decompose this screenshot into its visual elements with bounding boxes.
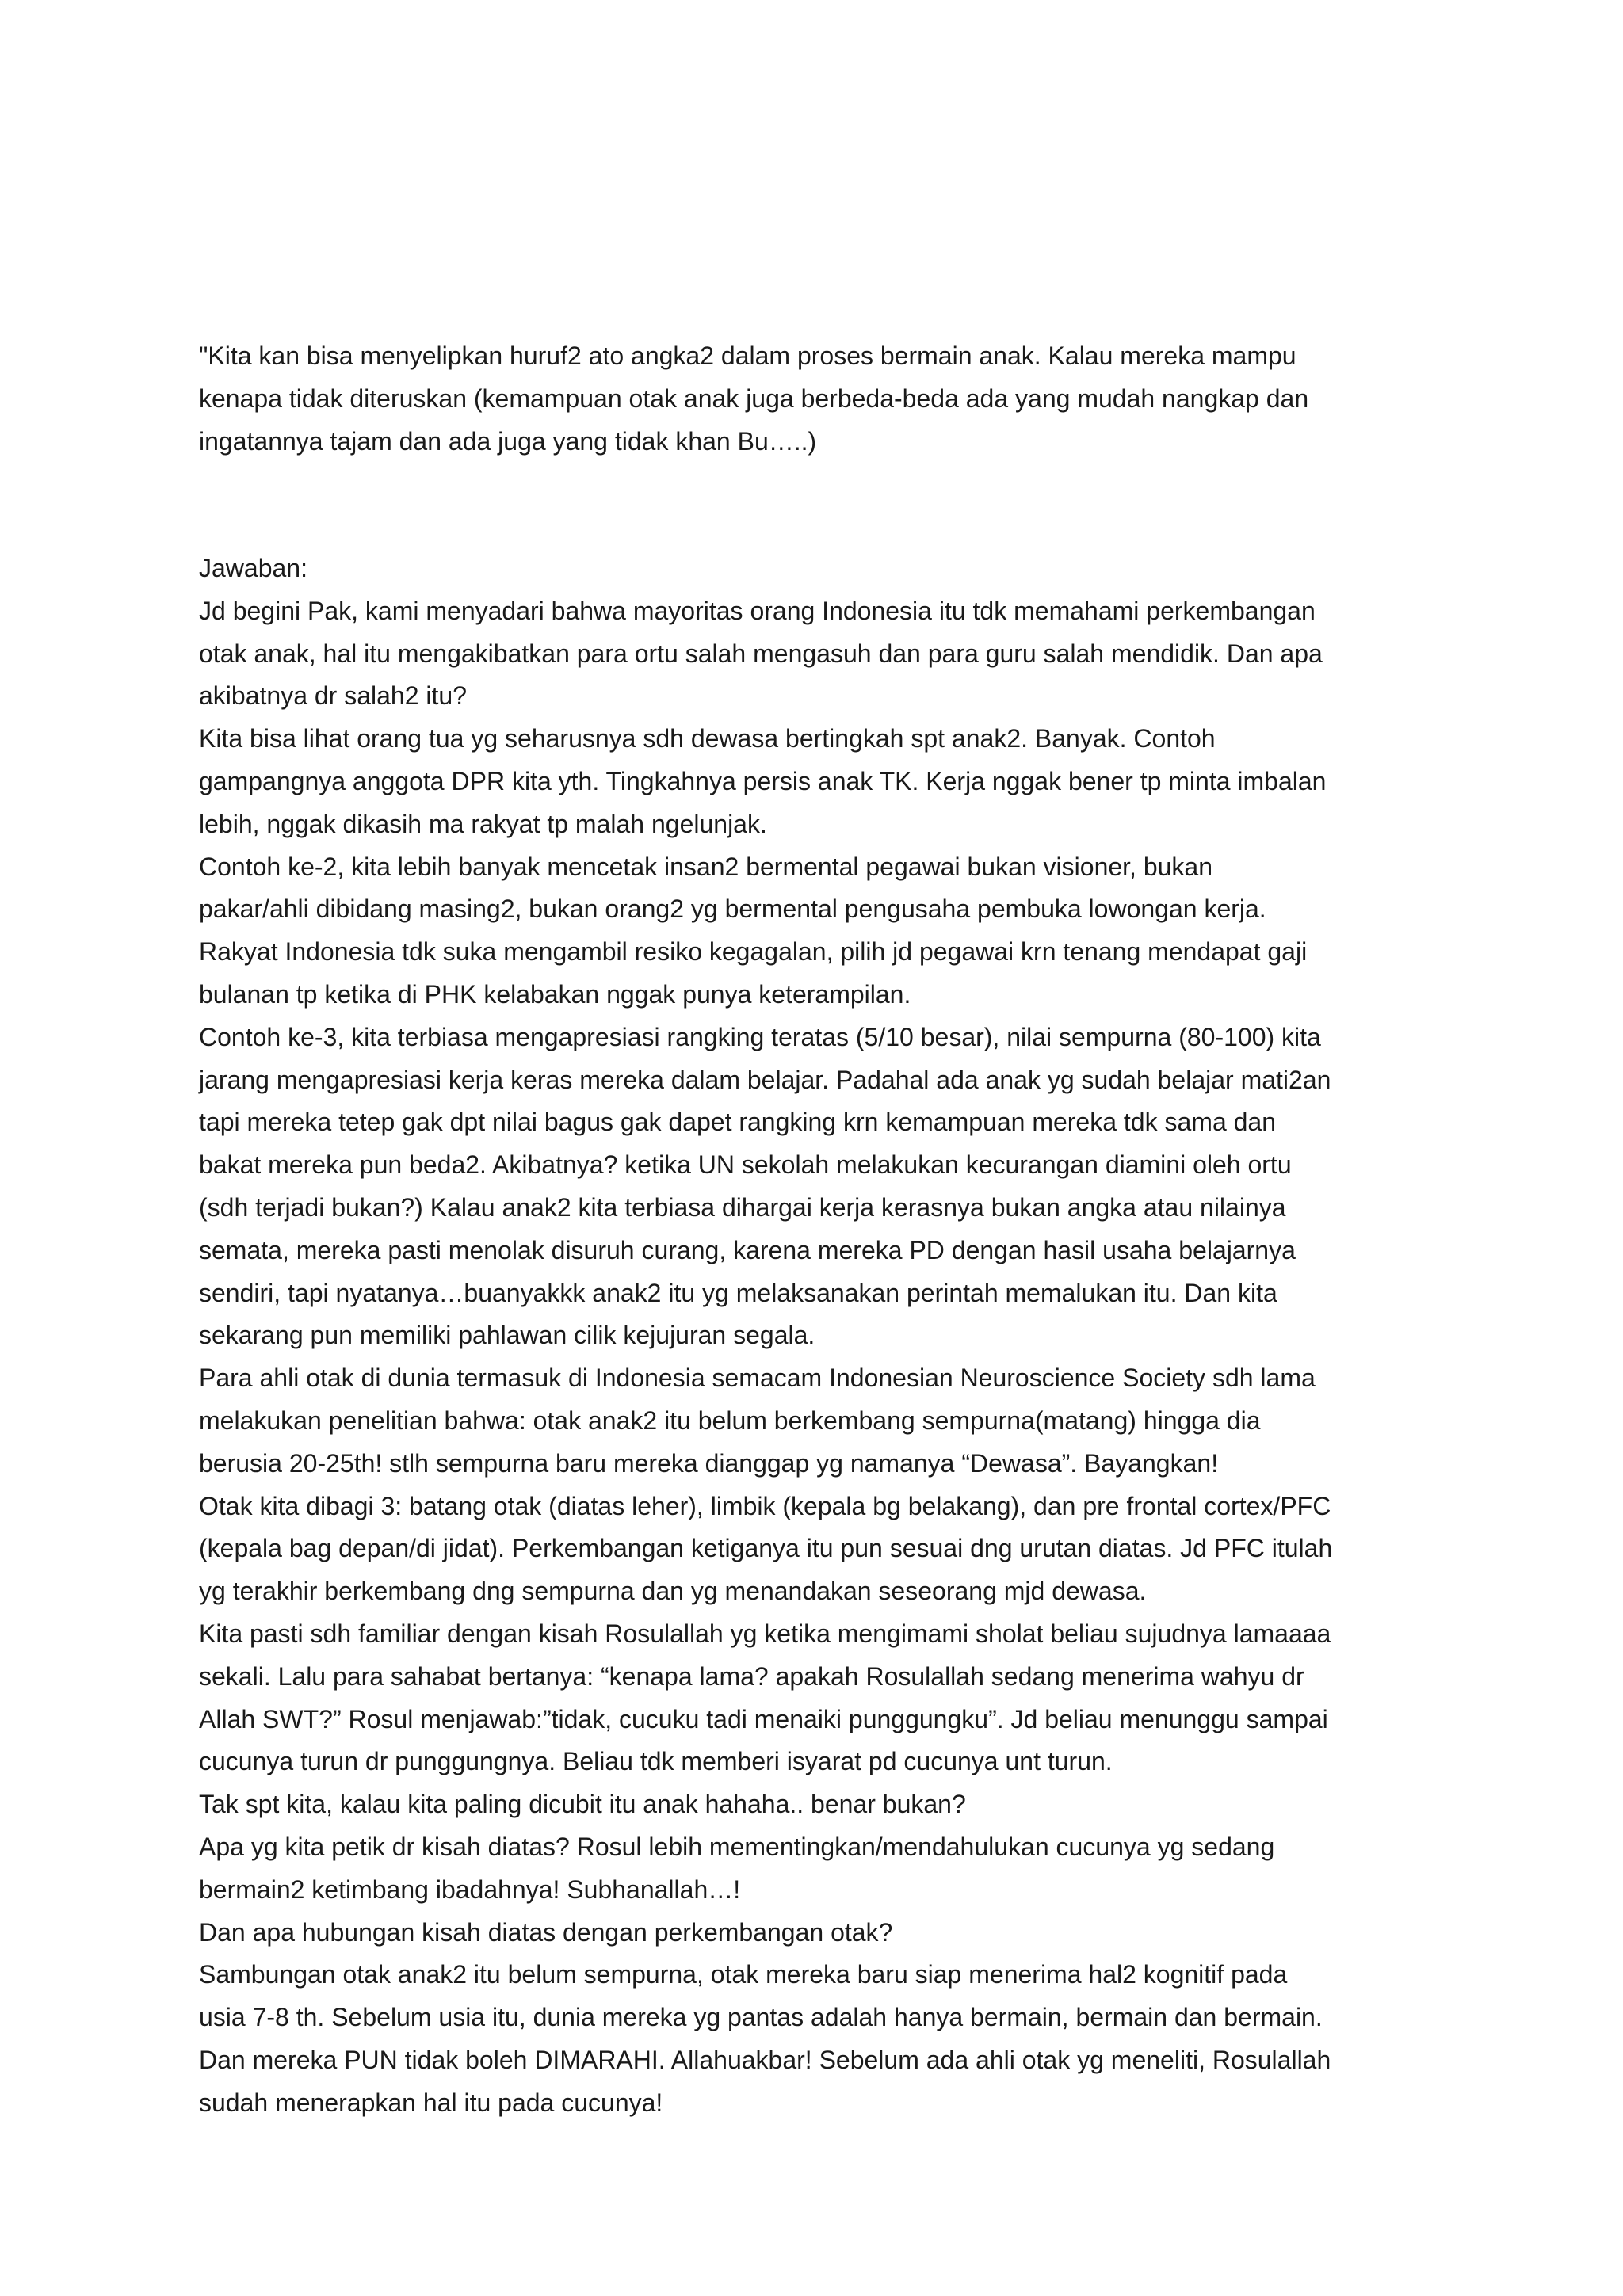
question-line: kenapa tidak diteruskan (kemampuan otak anak juga berbeda-beda ada yang mudah nangkap dan xyxy=(199,383,1309,413)
question-line: ingatannya tajam dan ada juga yang tidak khan Bu…..) xyxy=(199,426,817,456)
answer-line: melakukan penelitian bahwa: otak anak2 itu belum berkembang sempurna(matang) hingga dia xyxy=(199,1405,1261,1435)
answer-line: otak anak, hal itu mengakibatkan para ortu salah mengasuh dan para guru salah mendidik. Dan apa xyxy=(199,639,1323,668)
answer-line: semata, mereka pasti menolak disuruh curang, karena mereka PD dengan hasil usaha belajarnya xyxy=(199,1235,1296,1264)
answer-line: Dan apa hubungan kisah diatas dengan perkembangan otak? xyxy=(199,1917,893,1947)
answer-line: jarang mengapresiasi kerja keras mereka dalam belajar. Padahal ada anak yg sudah belajar mati2an xyxy=(199,1065,1331,1094)
answer-line: sendiri, tapi nyatanya…buanyakkk anak2 itu yg melaksanakan perintah memalukan itu. Dan kita xyxy=(199,1278,1277,1307)
answer-line: berusia 20-25th! stlh sempurna baru mereka dianggap yg namanya “Dewasa”. Bayangkan! xyxy=(199,1448,1219,1478)
answer-line: (kepala bag depan/di jidat). Perkembangan ketiganya itu pun sesuai dng urutan diatas. Jd PFC itulah xyxy=(199,1534,1333,1563)
answer-line: Contoh ke-2, kita lebih banyak mencetak insan2 bermental pegawai bukan visioner, bukan xyxy=(199,852,1213,881)
answer-line: pakar/ahli dibidang masing2, bukan orang2 yg bermental pengusaha pembuka lowongan kerja. xyxy=(199,894,1266,924)
answer-line: gampangnya anggota DPR kita yth. Tingkahnya persis anak TK. Kerja nggak bener tp minta imbalan xyxy=(199,766,1327,795)
question-paragraph xyxy=(199,335,1435,463)
answer-line: Jawaban: xyxy=(199,554,307,582)
answer-line: Kita pasti sdh familiar dengan kisah Rosulallah yg ketika mengimami sholat beliau sujudnya lamaaaa xyxy=(199,1619,1331,1648)
answer-line: akibatnya dr salah2 itu? xyxy=(199,681,467,711)
answer-line: Rakyat Indonesia tdk suka mengambil resiko kegagalan, pilih jd pegawai krn tenang mendapat gaji xyxy=(199,937,1308,967)
answer-line: Otak kita dibagi 3: batang otak (diatas leher), limbik (kepala bg belakang), dan pre frontal cortex/PFC xyxy=(199,1491,1331,1520)
answer-line: sekarang pun memiliki pahlawan cilik kejujuran segala. xyxy=(199,1321,815,1350)
question-line: "Kita kan bisa menyelipkan huruf2 ato angka2 dalam proses bermain anak. Kalau mereka mampu xyxy=(199,341,1296,370)
answer-line: bakat mereka pun beda2. Akibatnya? ketika UN sekolah melakukan kecurangan diamini oleh ortu xyxy=(199,1150,1292,1180)
answer-line: Apa yg kita petik dr kisah diatas? Rosul lebih mementingkan/mendahulukan cucunya yg sedang xyxy=(199,1832,1275,1861)
answer-line: Dan mereka PUN tidak boleh DIMARAHI. Allahuakbar! Sebelum ada ahli otak yg meneliti, Rosulallah xyxy=(199,2045,1331,2074)
answer-line: tapi mereka tetep gak dpt nilai bagus gak dapet rangking krn kemampuan mereka tdk sama dan xyxy=(199,1108,1277,1137)
answer-line: Allah SWT?” Rosul menjawab:”tidak, cucuku tadi menaiki punggungku”. Jd beliau menunggu sampai xyxy=(199,1704,1328,1733)
answer-line: cucunya turun dr punggungnya. Beliau tdk memberi isyarat pd cucunya unt turun. xyxy=(199,1747,1113,1776)
answer-line: Tak spt kita, kalau kita paling dicubit itu anak hahaha.. benar bukan? xyxy=(199,1790,966,1819)
answer-line: bermain2 ketimbang ibadahnya! Subhanallah…! xyxy=(199,1875,741,1904)
answer-line: bulanan tp ketika di PHK kelabakan nggak punya keterampilan. xyxy=(199,979,911,1009)
answer-paragraph xyxy=(199,547,1435,2124)
answer-line: sekali. Lalu para sahabat bertanya: “kenapa lama? apakah Rosulallah sedang menerima wahyu dr xyxy=(199,1661,1304,1691)
answer-line: lebih, nggak dikasih ma rakyat tp malah ngelunjak. xyxy=(199,809,767,838)
answer-line: yg terakhir berkembang dng sempurna dan yg menandakan seseorang mjd dewasa. xyxy=(199,1577,1147,1606)
answer-line: Kita bisa lihat orang tua yg seharusnya sdh dewasa bertingkah spt anak2. Banyak. Contoh xyxy=(199,724,1216,753)
answer-line: sudah menerapkan hal itu pada cucunya! xyxy=(199,2088,663,2117)
answer-line: Para ahli otak di dunia termasuk di Indonesia semacam Indonesian Neuroscience Society sdh lama xyxy=(199,1363,1316,1393)
answer-line: Contoh ke-3, kita terbiasa mengapresiasi rangking teratas (5/10 besar), nilai sempurna (80-100) kita xyxy=(199,1022,1321,1051)
answer-line: Jd begini Pak, kami menyadari bahwa mayoritas orang Indonesia itu tdk memahami perkembangan xyxy=(199,596,1316,625)
answer-line: usia 7-8 th. Sebelum usia itu, dunia mereka yg pantas adalah hanya bermain, bermain dan bermain. xyxy=(199,2003,1323,2032)
answer-line: (sdh terjadi bukan?) Kalau anak2 kita terbiasa dihargai kerja kerasnya bukan angka atau nilainya xyxy=(199,1192,1286,1222)
answer-line: Sambungan otak anak2 itu belum sempurna, otak mereka baru siap menerima hal2 kognitif pada xyxy=(199,1960,1288,1989)
